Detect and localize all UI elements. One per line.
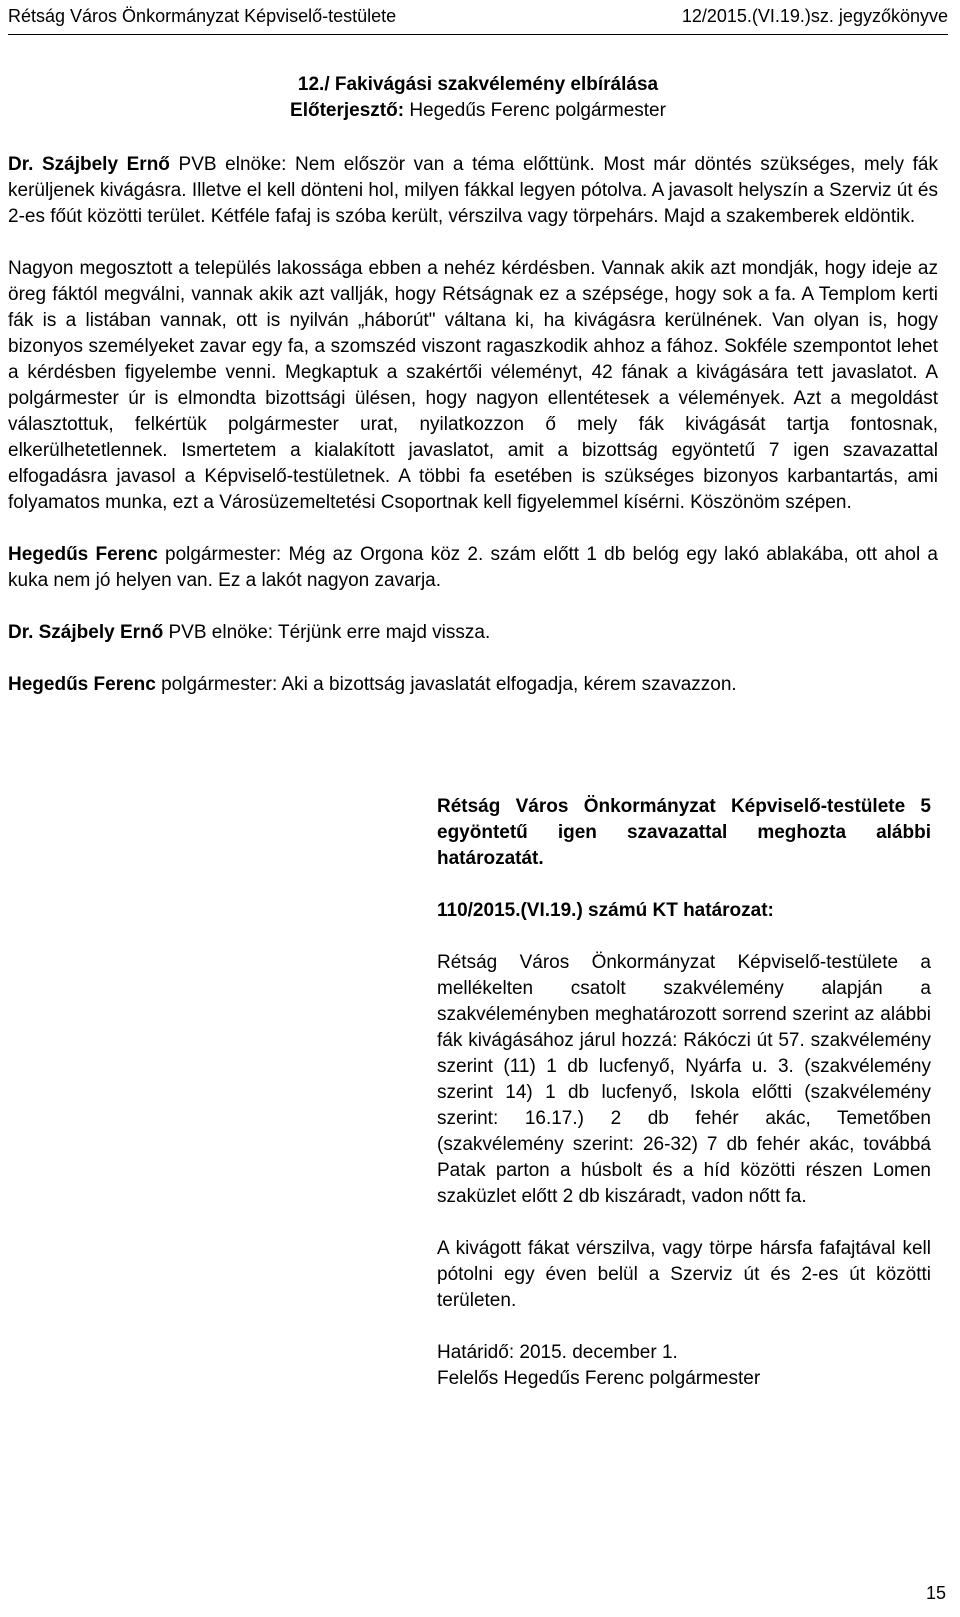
- resolution-responsible: Felelős Hegedűs Ferenc polgármester: [437, 1368, 761, 1389]
- speaker-name: Dr. Szájbely Ernő: [8, 622, 164, 643]
- resolution-block: [437, 794, 931, 1392]
- speaker-name: Hegedűs Ferenc: [8, 544, 158, 565]
- speaker-name: Hegedűs Ferenc: [8, 674, 156, 695]
- minutes-body: [8, 152, 938, 698]
- resolution-deadline: Határidő: 2015. december 1.: [437, 1342, 678, 1363]
- paragraph-3: [8, 542, 938, 594]
- page-header: [8, 0, 948, 35]
- resolution-vote: Rétság Város Önkormányzat Képviselő-testülete 5 egyöntetű igen szavazattal meghozta alábbi határozatát.: [437, 796, 931, 869]
- paragraph-4: [8, 620, 938, 646]
- resolution-body-1: Rétság Város Önkormányzat Képviselő-testülete a mellékelten csatolt szakvélemény alapján a szakvéleményben meghatározott sorrend szerint az alábbi fák kivágásához járul hozzá: Rákóczi út 57. szakvélemény szerint (11) 1 db lucfenyő, Nyárfa u. 3. (szakvélemény szerint 14) 1 db lucfenyő, Iskola előtti (szakvélemény szerint: 16.17.) 2 db fehér akác, Temetőben (szakvélemény szerint: 26-32) 7 db fehér akác, továbbá Patak parton a húsbolt és a híd közötti részen Lomen szaküzlet előtt 2 db kiszáradt, vadon nőtt fa.: [437, 952, 931, 1207]
- paragraph-text: polgármester: Még az Orgona köz 2. szám előtt 1 db belóg egy lakó ablakába, ott ahol a kuka nem jó helyen van. Ez a lakót nagyon zavarja.: [8, 544, 938, 591]
- speaker-name: Dr. Szájbely Ernő: [8, 154, 170, 175]
- header-title: Rétság Város Önkormányzat Képviselő-testülete: [8, 6, 397, 26]
- paragraph-text: PVB elnöke: Térjünk erre majd vissza.: [163, 622, 491, 643]
- agenda-item-heading: 12./ Fakivágási szakvélemény elbírálása: [297, 74, 659, 95]
- paragraph-2: Nagyon megosztott a település lakossága ebben a nehéz kérdésben. Vannak akik azt mondják, hogy ideje az öreg fáktól megválni, vannak akik azt vallják, hogy Rétságnak ez a szépsége, hogy sok a fa. A Templom kerti fák is a listában vannak, ott is nyilván „háborút" váltana ki, ha kivágásra kerülnének. Van olyan is, hogy bizonyos személyeket zavar egy fa, a szomszéd viszont ragaszkodik ahhoz a fához. Sokféle szempontot lehet a kérdésben figyelembe venni. Megkaptuk a szakértői véleményt, 42 fának a kivágására tett javaslatot. A polgármester úr is elmondta bizottsági ülésen, hogy nagyon ellentétesek a vélemények. Azt a megoldást választottuk, felkértük polgármester urat, nyilatkozzon ő mely fák kivágását tartja fontosnak, elkerülhetetlennek. Ismertetem a kialakított javaslatot, amit a bizottság egyöntetű 7 igen szavazattal elfogadásra javasol a Képviselő-testületnek. A többi fa esetében is szükséges bizonyos karbantartás, ami folyamatos munka, ezt a Városüzemeltetési Csoportnak kell figyelemmel kísérni. Köszönöm szépen.: [8, 258, 938, 513]
- presenter-label: Előterjesztő:: [290, 100, 405, 121]
- resolution-number: 110/2015.(VI.19.) számú KT határozat:: [437, 900, 774, 921]
- presenter-name: Hegedűs Ferenc polgármester: [404, 100, 666, 121]
- paragraph-1: [8, 152, 938, 230]
- agenda-item-title: [8, 72, 948, 124]
- agenda-item-presenter: [8, 98, 948, 124]
- header-document-id: 12/2015.(VI.19.)sz. jegyzőkönyve: [681, 6, 948, 26]
- paragraph-5: [8, 672, 938, 698]
- page-number: 15: [925, 1583, 946, 1603]
- paragraph-text: polgármester: Aki a bizottság javaslatát elfogadja, kérem szavazzon.: [155, 674, 737, 695]
- resolution-body-2: A kivágott fákat vérszilva, vagy törpe hársfa fafajtával kell pótolni egy éven belül a Szerviz út és 2-es út közötti területen.: [437, 1238, 931, 1311]
- paragraph-text: PVB elnöke: Nem először van a téma előttünk. Most már döntés szükséges, mely fák kerüljenek kivágásra. Illetve el kell dönteni hol, milyen fákkal legyen pótolva. A javasolt helyszín a Szerviz út és 2-es főút közötti terület. Kétféle fafaj is szóba került, vérszilva vagy törpehárs. Majd a szakemberek eldöntik.: [8, 154, 938, 227]
